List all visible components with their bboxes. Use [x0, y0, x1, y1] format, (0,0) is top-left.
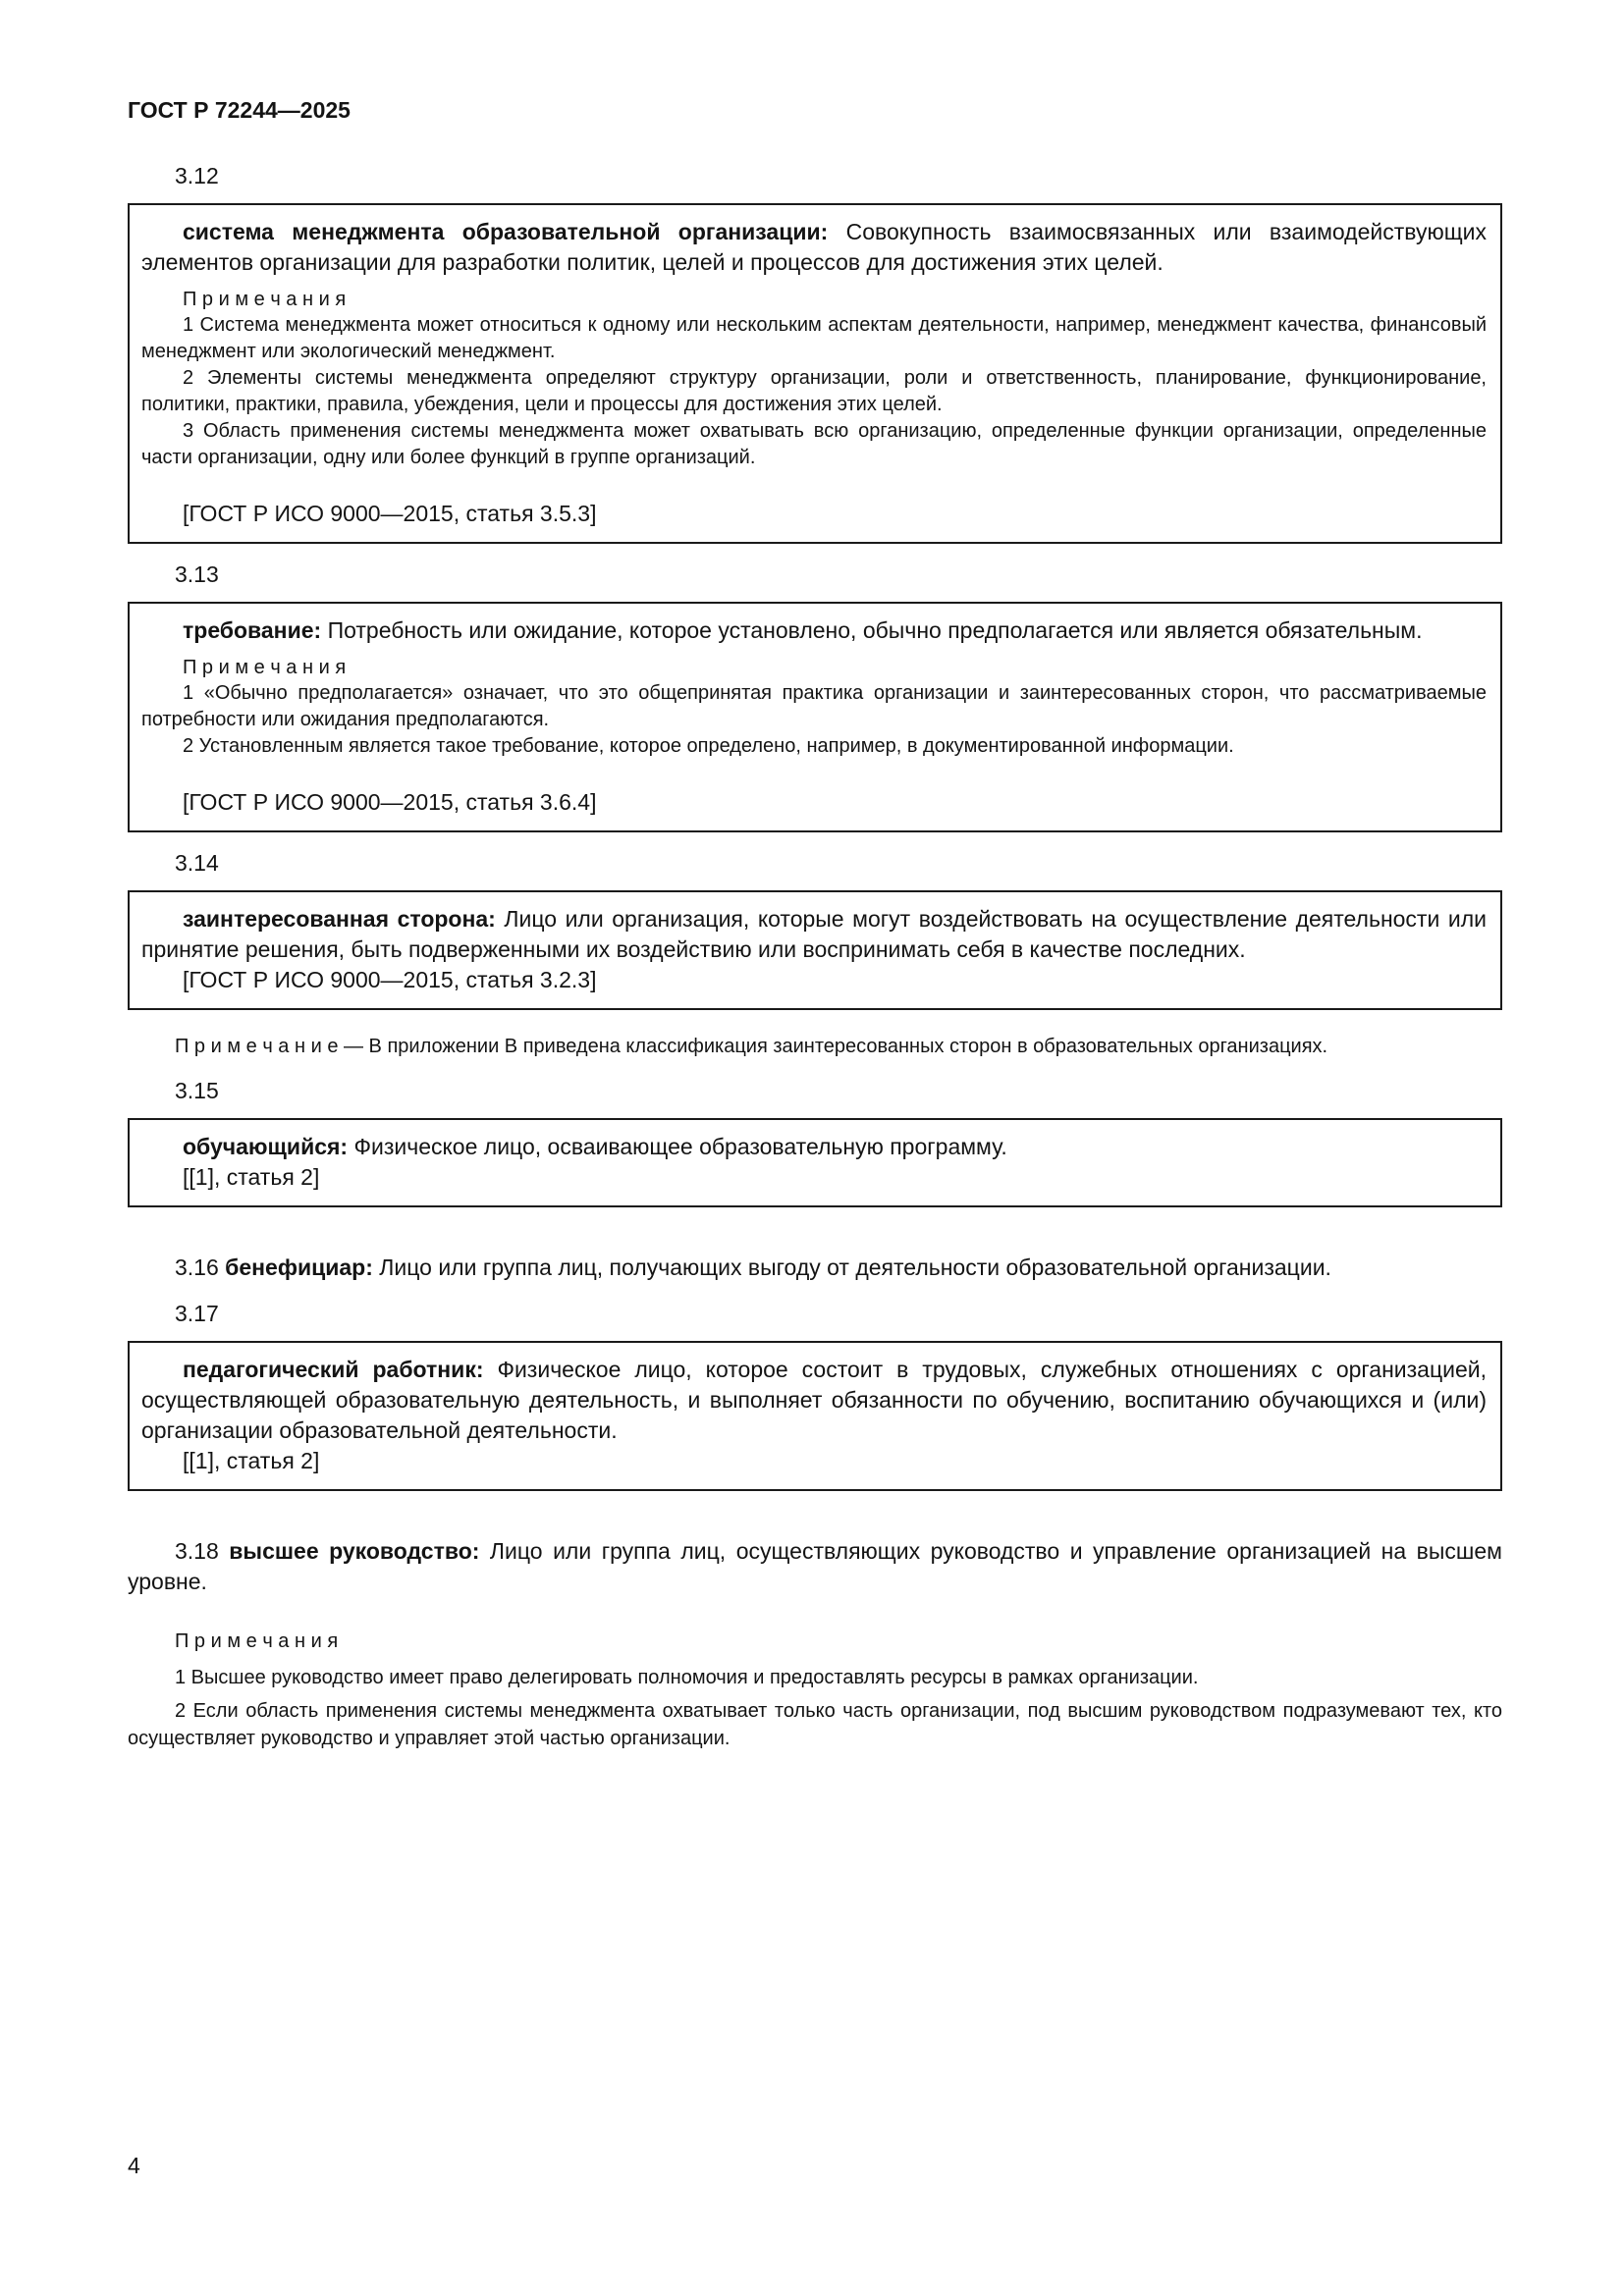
definition-box-3-12 — [128, 203, 1502, 544]
section-number-3-16: 3.16 — [175, 1255, 219, 1280]
note-paragraph: 3 Область применения системы менеджмента может охватывать всю организацию, определенные функции организации, определенные части организации, одну или более функций в группе организаций. — [141, 420, 1487, 468]
term-text: обучающийся: — [183, 1134, 349, 1159]
definition-box-3-17 — [128, 1341, 1502, 1491]
note-paragraph: 1 Система менеджмента может относиться к одному или нескольким аспектам деятельности, например, менеджмент качества, финансовый менеджмент или экологический менеджмент. — [141, 314, 1487, 362]
section-number-3-15: 3.15 — [175, 1078, 219, 1103]
definition-text: Лицо или организация, которые могут воздействовать на осуществление деятельности или принятие решения, быть подверженными их воздействию или воспринимать себя в качестве последних. — [141, 906, 1487, 962]
definition-box-3-13 — [128, 602, 1502, 832]
note-paragraph: 2 Установленным является такое требование, которое определено, например, в документированной информации. — [183, 735, 1234, 757]
note-paragraph: 2 Если область применения системы менеджмента охватывает только часть организации, под высшим руководством подразумевают тех, кто осуществляет руководство и управляет этой частью организации. — [128, 1700, 1502, 1749]
definition-paragraph — [141, 904, 1487, 965]
document-code: ГОСТ Р 72244—2025 — [128, 97, 351, 123]
definition-paragraph — [141, 615, 1487, 646]
source-reference: [ГОСТ Р ИСО 9000—2015, статья 3.6.4] — [183, 789, 597, 815]
definition-text: Лицо или группа лиц, получающих выгоду от деятельности образовательной организации. — [379, 1255, 1331, 1280]
definition-text: Совокупность взаимосвязанных или взаимодействующих элементов организации для разработки политик, целей и процессов для достижения этих целей. — [141, 219, 1487, 275]
definition-paragraph — [141, 1355, 1487, 1446]
definition-box-3-14 — [128, 890, 1502, 1010]
page-number: 4 — [128, 2153, 140, 2178]
note-paragraph: 1 «Обычно предполагается» означает, что это общепринятая практика организации и заинтересованных сторон, что рассматриваемые потребности или ожидания предполагаются. — [141, 682, 1487, 730]
note-paragraph: 1 Высшее руководство имеет право делегировать полномочия и предоставлять ресурсы в рамках организации. — [175, 1667, 1199, 1688]
note-paragraph: 2 Элементы системы менеджмента определяют структуру организации, роли и ответственность, планирование, функционирование, политики, практики, правила, убеждения, цели и процессы для достижения этих целей. — [141, 367, 1487, 415]
term-paragraph-3-18 — [128, 1536, 1502, 1597]
source-reference: [[1], статья 2] — [183, 1164, 320, 1190]
term-text: педагогический работник: — [183, 1357, 484, 1382]
definition-paragraph — [141, 217, 1487, 278]
term-text: заинтересованная сторона: — [183, 906, 496, 932]
note-paragraph: П р и м е ч а н и е — В приложении В приведена классификация заинтересованных сторон в образовательных организациях. — [175, 1036, 1328, 1057]
section-number-3-17: 3.17 — [175, 1301, 219, 1326]
section-number-3-12: 3.12 — [175, 163, 219, 188]
definition-paragraph — [141, 1132, 1487, 1162]
definition-text: Физическое лицо, которое состоит в трудовых, служебных отношениях с организацией, осуществляющей образовательную деятельность, и выполняет обязанности по обучению, воспитанию обучающихся и (или) организации образовательной деятельности. — [141, 1357, 1488, 1443]
section-number-3-14: 3.14 — [175, 850, 219, 876]
section-number-3-13: 3.13 — [175, 561, 219, 587]
definition-text: Физическое лицо, осваивающее образовательную программу. — [353, 1134, 1007, 1159]
term-text: система менеджмента образовательной организации: — [183, 219, 829, 244]
term-text: высшее руководство: — [229, 1538, 480, 1564]
section-number-3-18: 3.18 — [175, 1538, 219, 1564]
definition-box-3-15 — [128, 1118, 1502, 1207]
source-reference: [ГОСТ Р ИСО 9000—2015, статья 3.2.3] — [183, 967, 597, 992]
definition-text: Потребность или ожидание, которое установлено, обычно предполагается или является обязательным. — [327, 617, 1423, 643]
notes-label: П р и м е ч а н и я — [183, 289, 347, 310]
term-text: требование: — [183, 617, 322, 643]
definition-text: Лицо или группа лиц, осуществляющих руководство и управление организацией на высшем уровне. — [128, 1538, 1502, 1594]
source-reference: [ГОСТ Р ИСО 9000—2015, статья 3.5.3] — [183, 501, 597, 526]
notes-label: П р и м е ч а н и я — [183, 657, 347, 678]
source-reference: [[1], статья 2] — [183, 1448, 320, 1473]
term-text: бенефициар: — [225, 1255, 373, 1280]
notes-label: П р и м е ч а н и я — [175, 1630, 339, 1652]
term-paragraph-3-16 — [128, 1253, 1502, 1283]
